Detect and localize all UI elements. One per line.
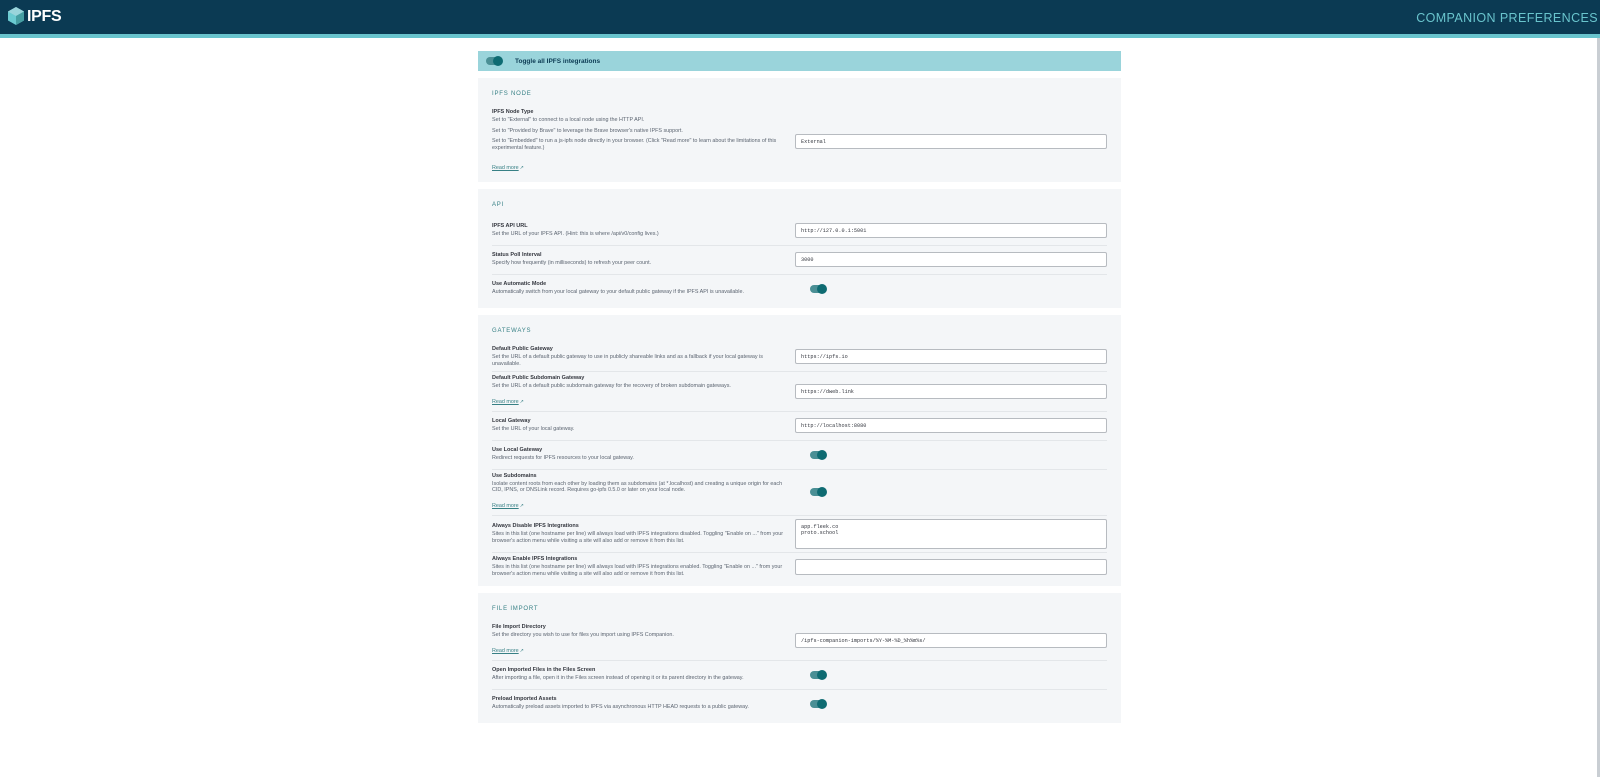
toggle-knob (817, 487, 827, 497)
external-link-icon: ↗ (519, 398, 524, 405)
section-title: FILE IMPORT (492, 605, 539, 612)
section-ipfs-node (478, 78, 1121, 182)
setting-poll-interval (492, 245, 1107, 274)
section-title: GATEWAYS (492, 327, 532, 334)
setting-description: Set to "External" to connect to a local node using the HTTP API. (492, 117, 645, 123)
enable-list-textarea[interactable] (795, 559, 1107, 575)
ipfs-logo-icon (8, 7, 24, 25)
setting-local-gateway (492, 411, 1107, 440)
header-bar (0, 0, 1600, 38)
setting-node-type (492, 106, 1107, 177)
toggle-knob (817, 699, 827, 709)
setting-label: Open Imported Files in the Files Screen (492, 667, 596, 674)
setting-import-directory (492, 621, 1107, 660)
disable-list-textarea[interactable]: app.fleek.co proto.school (795, 519, 1107, 549)
use-subdomains-toggle[interactable] (810, 488, 826, 496)
preferences-content (478, 51, 1121, 730)
setting-label: Default Public Gateway (492, 346, 553, 353)
use-local-gateway-toggle[interactable] (810, 451, 826, 459)
public-gateway-input[interactable]: https://ipfs.io (795, 349, 1107, 364)
setting-description: Sites in this list (one hostname per line) will always load with IPFS integrations enabled. Toggling "Enable on ..." from your browser's action menu while visiting a site will also add or remove it from this list. (492, 564, 783, 577)
subdomain-gateway-input[interactable]: https://dweb.link (795, 384, 1107, 399)
toggle-knob (817, 450, 827, 460)
setting-description: Set to "Provided by Brave" to leverage the Brave browser's native IPFS support. (492, 127, 683, 134)
setting-description: Set the directory you wish to use for files you import using IPFS Companion. (492, 631, 674, 638)
setting-use-local-gateway (492, 440, 1107, 469)
master-toggle-bar (478, 51, 1121, 71)
api-url-input[interactable]: http://127.0.0.1:5001 (795, 223, 1107, 238)
setting-description: Automatically preload assets imported to IPFS via asynchronous HTTP HEAD requests to a public gateway. (492, 704, 749, 711)
section-title: API (492, 201, 505, 208)
setting-description: After importing a file, open it in the Files screen instead of opening it or its parent directory in the gateway. (492, 675, 744, 682)
setting-label: IPFS API URL (492, 223, 528, 230)
section-file-import (478, 593, 1121, 723)
setting-label: File Import Directory (492, 623, 546, 630)
setting-open-in-files (492, 660, 1107, 689)
section-gateways (478, 315, 1121, 586)
setting-description: Automatically switch from your local gateway to your default public gateway if the IPFS API is unavailable. (492, 289, 744, 296)
setting-description: Specify how frequently (in milliseconds) to refresh your peer count. (492, 260, 652, 267)
local-gateway-input[interactable]: http://localhost:8080 (795, 418, 1107, 433)
page-title: COMPANION PREFERENCES (1416, 11, 1598, 25)
external-link-icon: ↗ (519, 164, 524, 171)
poll-interval-input[interactable]: 3000 (795, 252, 1107, 267)
setting-label: Always Enable IPFS Integrations (492, 556, 578, 563)
setting-automatic-mode (492, 274, 1107, 303)
setting-label: Use Subdomains (492, 472, 537, 479)
import-directory-input[interactable]: /ipfs-companion-imports/%Y-%M-%D_%h%m%s/ (795, 633, 1107, 648)
setting-label: Status Poll Interval (492, 252, 542, 259)
setting-description: Set the URL of a default public subdomain gateway for the recovery of broken subdomain gateways. (492, 382, 731, 389)
toggle-all-label: Toggle all IPFS integrations (515, 57, 601, 65)
toggle-all-switch[interactable] (486, 57, 502, 65)
open-in-files-toggle[interactable] (810, 671, 826, 679)
setting-use-subdomains (492, 469, 1107, 515)
setting-description: Isolate content roots from each other by loading them as subdomains (at *.localhost) and creating a unique origin for each CID, IPNS, or DNSLink record. Requires go-ipfs 0.5.0 or later on your local node. (492, 480, 783, 494)
setting-public-gateway (492, 343, 1107, 371)
toggle-knob (817, 284, 827, 294)
setting-description: Set the URL of your IPFS API. (Hint: this is where /api/v0/config lives.) (492, 231, 659, 238)
setting-label: Local Gateway (492, 418, 531, 425)
setting-description: Set the URL of your local gateway. (492, 426, 575, 433)
app-name: IPFS (27, 8, 62, 25)
toggle-knob (817, 670, 827, 680)
setting-label: Preload Imported Assets (492, 696, 557, 703)
setting-preload-assets (492, 689, 1107, 718)
setting-disable-list (492, 515, 1107, 552)
preload-assets-toggle[interactable] (810, 700, 826, 708)
setting-description: Set to "Embedded" to run a js-ipfs node directly in your browser. (Click "Read more" to learn about the limitations of this experimental feature.) (492, 138, 777, 152)
external-link-icon: ↗ (519, 647, 524, 654)
section-api (478, 189, 1121, 308)
section-title: IPFS NODE (492, 91, 532, 97)
setting-label: Use Automatic Mode (492, 281, 547, 288)
read-more-link[interactable]: Read more↗ (492, 502, 524, 509)
setting-label: Default Public Subdomain Gateway (492, 374, 585, 381)
setting-label: IPFS Node Type (492, 109, 534, 115)
setting-api-url (492, 217, 1107, 245)
external-link-icon: ↗ (519, 502, 524, 509)
setting-label: Always Disable IPFS Integrations (492, 523, 579, 530)
setting-label: Use Local Gateway (492, 447, 543, 454)
automatic-mode-toggle[interactable] (810, 285, 826, 293)
setting-description: Sites in this list (one hostname per line) will always load with IPFS integrations disabled. Toggling "Enable on ..." from your browser's action menu while visiting a site will also add or remove it from this list. (492, 531, 784, 544)
node-type-select[interactable]: External (795, 134, 1107, 149)
setting-description: Set the URL of a default public gateway to use in publicly shareable links and as a fallback if your local gateway is unavailable. (492, 354, 763, 367)
toggle-knob (493, 56, 503, 66)
read-more-link[interactable]: Read more↗ (492, 647, 524, 654)
setting-subdomain-gateway (492, 371, 1107, 411)
setting-description: Redirect requests for IPFS resources to your local gateway. (492, 455, 634, 462)
setting-enable-list (492, 552, 1107, 581)
read-more-link[interactable]: Read more↗ (492, 164, 524, 171)
read-more-link[interactable]: Read more↗ (492, 398, 524, 405)
